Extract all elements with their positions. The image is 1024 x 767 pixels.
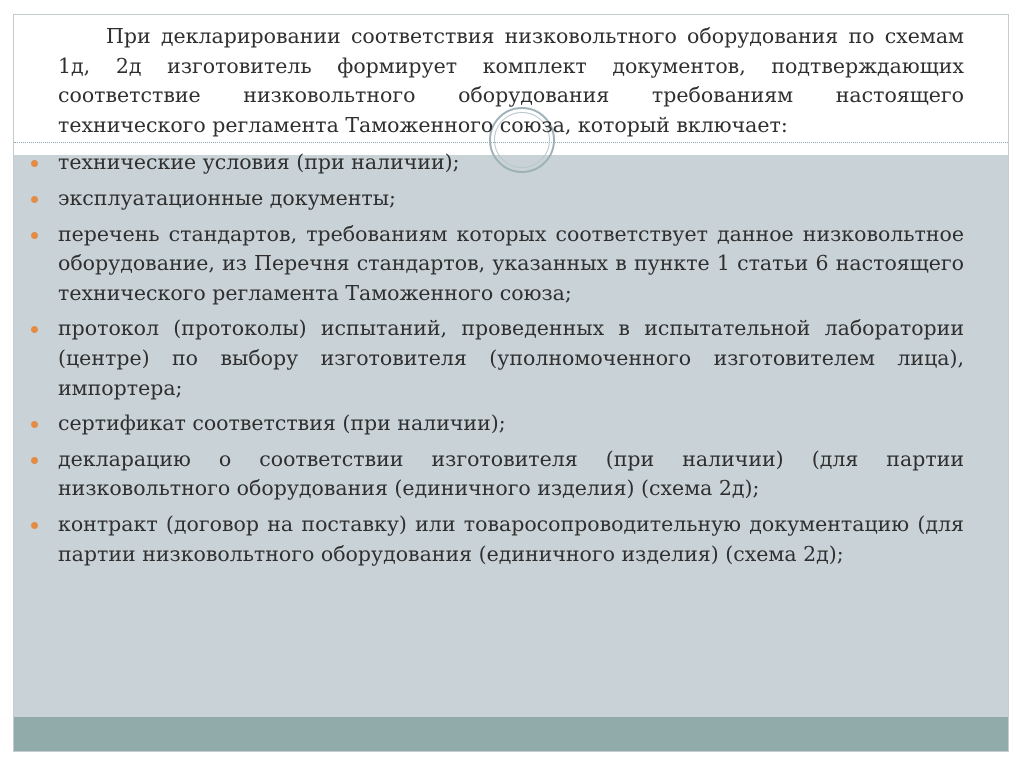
- orange-dot-icon: [31, 232, 38, 239]
- document-list: [58, 148, 964, 569]
- list-item: [58, 148, 964, 178]
- orange-dot-icon: [31, 196, 38, 203]
- footer-strip: [14, 717, 1008, 752]
- list-item-text: перечень стандартов, требованиям которых соответствует данное низковольтное оборудование, из Перечня стандартов, указанных в пункте 1 статьи 6 настоящего технического регламента Таможенного союза;: [58, 221, 964, 305]
- orange-dot-icon: [31, 457, 38, 464]
- list-item: [58, 409, 964, 439]
- list-item-text: протокол (протоколы) испытаний, проведенных в испытательной лаборатории (центре) по выбору изготовителя (уполномоченного изготовителем лица), импортера;: [58, 316, 964, 400]
- list-item-text: эксплуатационные документы;: [58, 185, 396, 210]
- list-item: [58, 220, 964, 309]
- orange-dot-icon: [31, 522, 38, 529]
- slide-text: [58, 22, 964, 575]
- list-item: [58, 184, 964, 214]
- list-item: [58, 314, 964, 403]
- list-item: [58, 510, 964, 569]
- list-item: [58, 445, 964, 504]
- list-item-text: контракт (договор на поставку) или товаросопроводительную документацию (для партии низковольтного оборудования (единичного изделия) (схема 2д);: [58, 511, 964, 566]
- list-item-text: технические условия (при наличии);: [58, 150, 460, 175]
- list-item-text: декларацию о соответствии изготовителя (при наличии) (для партии низковольтного оборудования (единичного изделия) (схема 2д);: [58, 446, 964, 501]
- list-item-text: сертификат соответствия (при наличии);: [58, 411, 506, 436]
- intro-paragraph: При декларировании соответствия низковольтного оборудования по схемам 1д, 2д изготовитель формирует комплект документов, подтверждающих соответствие низковольтного оборудования требованиям настоящего технического регламента Таможенного союза, который включает:: [58, 24, 964, 137]
